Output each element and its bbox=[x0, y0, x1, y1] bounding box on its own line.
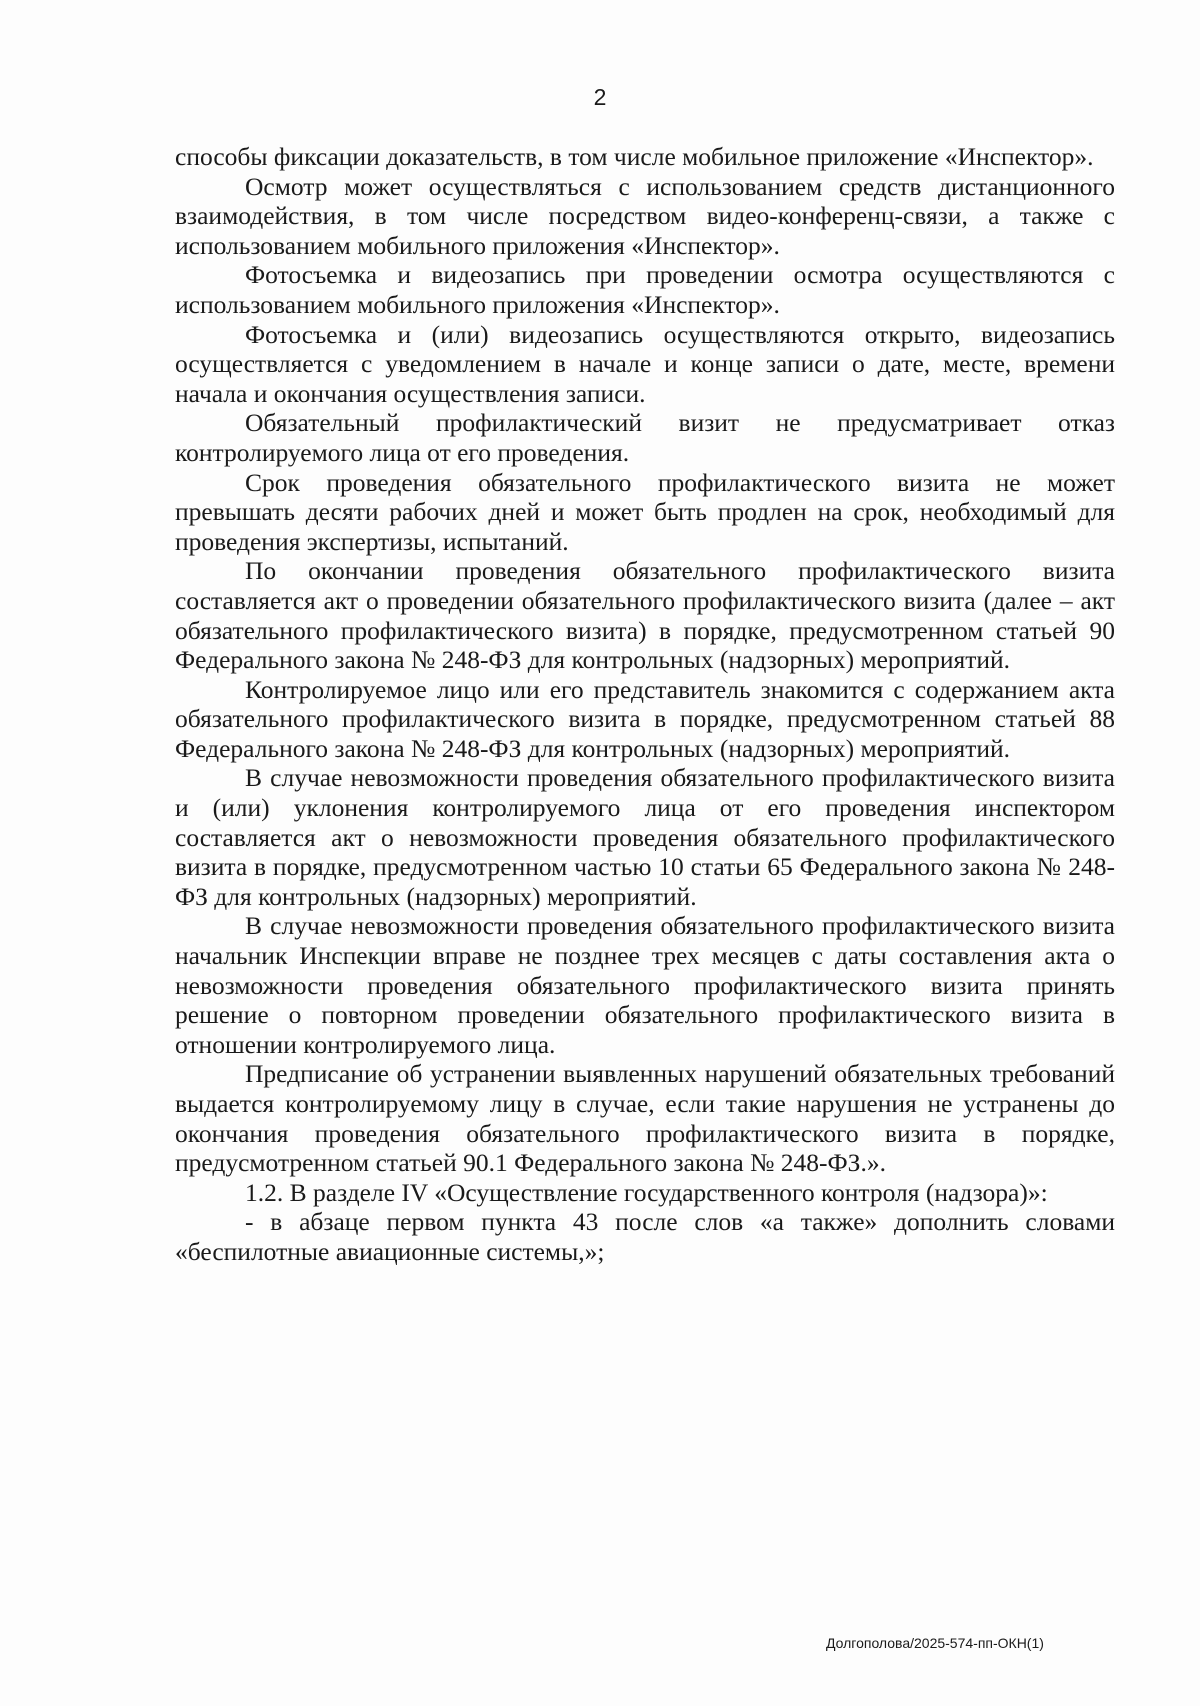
paragraph: По окончании проведения обязательного профилактического визита составляется акт о проведении обязательного профилактического визита (далее – акт обязательного профилактического визита) в порядке, предусмотренном статьей 90 Федерального закона № 248-ФЗ для контрольных (надзорных) мероприятий. bbox=[175, 556, 1115, 675]
paragraph: Контролируемое лицо или его представитель знакомится с содержанием акта обязательного профилактического визита в порядке, предусмотренном статьей 88 Федерального закона № 248-ФЗ для контрольных (надзорных) мероприятий. bbox=[175, 674, 1115, 763]
paragraph: Фотосъемка и (или) видеозапись осуществляются открыто, видеозапись осуществляется с уведомлением в начале и конце записи о дате, месте, времени начала и окончания осуществления записи. bbox=[175, 319, 1115, 408]
document-body bbox=[175, 142, 1115, 1267]
paragraph: Предписание об устранении выявленных нарушений обязательных требований выдается контролируемому лицу в случае, если такие нарушения не устранены до окончания проведения обязательного профилактического визита в порядке, предусмотренном статьей 90.1 Федерального закона № 248-ФЗ.». bbox=[175, 1059, 1115, 1178]
paragraph: В случае невозможности проведения обязательного профилактического визита и (или) уклонения контролируемого лица от его проведения инспектором составляется акт о невозможности проведения обязательного профилактического визита в порядке, предусмотренном частью 10 статьи 65 Федерального закона № 248-ФЗ для контрольных (надзорных) мероприятий. bbox=[175, 763, 1115, 911]
paragraph: В случае невозможности проведения обязательного профилактического визита начальник Инспекции вправе не позднее трех месяцев с даты составления акта о невозможности проведения обязательного профилактического визита принять решение о повторном проведении обязательного профилактического визита в отношении контролируемого лица. bbox=[175, 911, 1115, 1059]
paragraph: Обязательный профилактический визит не предусматривает отказ контролируемого лица от его проведения. bbox=[175, 408, 1115, 467]
paragraph: Срок проведения обязательного профилактического визита не может превышать десяти рабочих дней и может быть продлен на срок, необходимый для проведения экспертизы, испытаний. bbox=[175, 467, 1115, 556]
paragraph: способы фиксации доказательств, в том числе мобильное приложение «Инспектор». bbox=[175, 142, 1094, 171]
paragraph: - в абзаце первом пункта 43 после слов «а также» дополнить словами «беспилотные авиационные системы,»; bbox=[175, 1207, 1115, 1266]
paragraph: Осмотр может осуществляться с использованием средств дистанционного взаимодействия, в том числе посредством видео-конференц-связи, а также с использованием мобильного приложения «Инспектор». bbox=[175, 171, 1115, 260]
document-registration-code: Долгополова/2025-574-пп-ОКН(1) bbox=[826, 1635, 1044, 1651]
page-number: 2 bbox=[593, 84, 607, 110]
paragraph: 1.2. В разделе IV «Осуществление государственного контроля (надзора)»: bbox=[245, 1177, 1048, 1207]
paragraph: Фотосъемка и видеозапись при проведении осмотра осуществляются с использованием мобильного приложения «Инспектор». bbox=[175, 260, 1115, 319]
